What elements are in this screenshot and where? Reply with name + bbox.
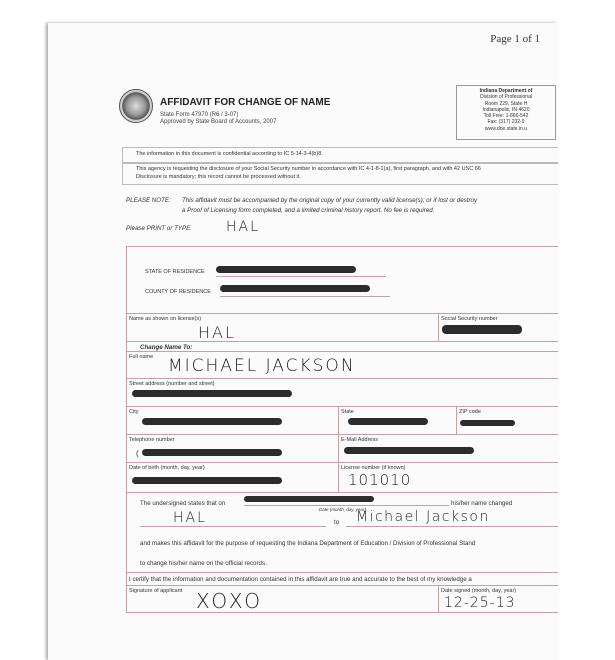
- zip-label: ZIP code: [459, 409, 481, 415]
- rule: [126, 246, 558, 247]
- rule: [438, 313, 439, 341]
- department-address-box: [456, 85, 556, 140]
- ssn-disclosure-line1: This agency is requesting the disclosure of your Social Security number in accordance with IC 4-1-8-1(a), first paragraph, and with 42 USC 66: [136, 166, 481, 172]
- handwritten-print-name: HAL: [226, 219, 260, 235]
- affidavit-purpose-text: and makes this affidavit for the purpose of requesting the Indiana Department of Education / Division of Professional Stand: [140, 540, 476, 547]
- dept-line: Indianapolis, IN 4620: [482, 106, 530, 113]
- rule: [126, 585, 558, 586]
- change-name-to-label: Change Name To:: [140, 344, 193, 351]
- date-hint: Date (month, day, year): [319, 507, 366, 512]
- official-records-text: to change his/her name on the official records.: [140, 560, 267, 567]
- print-instruction: Please PRINT or TYPE.: [126, 225, 193, 232]
- rule: [338, 462, 339, 492]
- handwritten-signature: XOXO: [196, 589, 264, 613]
- state-of-residence-label: STATE OF RESIDENCE: [145, 269, 205, 275]
- telephone-paren: (: [136, 449, 139, 458]
- affidavit-page: [48, 23, 558, 660]
- city-label: City: [129, 409, 139, 415]
- rule: [346, 526, 558, 527]
- please-note-label: PLEASE NOTE:: [126, 197, 171, 204]
- redaction: [220, 285, 370, 292]
- form-title: AFFIDAVIT FOR CHANGE OF NAME: [160, 97, 331, 108]
- to-text: to: [334, 519, 340, 526]
- rule: [126, 351, 558, 352]
- handwritten-license-number: 101010: [348, 471, 412, 489]
- dept-line: Indiana Department of: [479, 88, 533, 94]
- date-signed-label: Date signed (month, day, year): [441, 588, 517, 594]
- redaction: [244, 496, 374, 502]
- confidential-text: The information in this document is confidential according to IC 5-14-3-4(b)8.: [136, 151, 323, 157]
- rule: [126, 341, 558, 342]
- page-number: Page 1 of 1: [490, 33, 540, 45]
- handwritten-from-name: HAL: [173, 510, 207, 526]
- redaction: [132, 477, 282, 484]
- rule: [126, 462, 558, 463]
- name-on-license-label: Name as shown on license(s): [129, 316, 202, 322]
- redaction: [460, 420, 515, 426]
- handwritten-license-name: HAL: [198, 323, 236, 342]
- rule: [456, 406, 457, 434]
- full-name-label: Full name: [129, 354, 154, 360]
- name-changed-text: his/her name changed: [451, 500, 513, 507]
- redaction: [442, 325, 522, 334]
- rule: [438, 585, 439, 612]
- redaction: [344, 447, 474, 454]
- ssn-disclosure-line2: Disclosure is mandatory; this record cannot be processed without it.: [136, 174, 301, 180]
- street-address-label: Street address (number and street): [129, 381, 215, 387]
- ssn-label: Social Security number: [441, 316, 498, 322]
- state-form-number: State Form 47970 (R6 / 3-07): [160, 112, 239, 118]
- rule: [126, 612, 558, 613]
- rule: [126, 378, 558, 379]
- rule: [220, 296, 390, 297]
- rule: [338, 406, 339, 434]
- handwritten-date-signed: 12-25-13: [444, 595, 516, 611]
- rule: [126, 406, 558, 407]
- rule: [126, 313, 558, 314]
- state-label: State: [341, 409, 354, 415]
- please-note-line1: This affidavit must be accompanied by the original copy of your currently valid license(s); or if lost or destroy: [182, 197, 478, 204]
- rule: [126, 246, 127, 612]
- handwritten-full-name: MICHAEL JACKSON: [168, 356, 356, 376]
- rule: [140, 526, 326, 527]
- redaction: [216, 266, 356, 273]
- rule: [126, 572, 558, 573]
- handwritten-to-name: Michael Jackson: [356, 509, 490, 525]
- dept-line: Fax: (317) 232-9: [487, 119, 525, 126]
- license-number-label: License number (if known): [341, 465, 406, 471]
- telephone-label: Telephone number: [129, 437, 175, 443]
- county-of-residence-label: COUNTY OF RESIDENCE: [145, 289, 211, 295]
- redaction: [348, 418, 428, 425]
- rule: [126, 434, 558, 435]
- rule: [244, 505, 449, 506]
- state-seal-icon: [119, 89, 153, 123]
- dept-line: Room 229, State H: [484, 100, 528, 107]
- redaction: [142, 418, 282, 425]
- email-label: E-Mail Address: [341, 437, 378, 443]
- rule: [126, 492, 558, 493]
- dept-line: Toll Free: 1-866-542: [483, 113, 529, 120]
- undersigned-text: The undersigned states that on: [140, 500, 226, 507]
- rule: [338, 434, 339, 462]
- dob-label: Date of birth (month, day, year): [129, 465, 205, 471]
- please-note-line2: a Proof of Licensing form completed, and a limited criminal history report. No fee is required.: [182, 207, 435, 214]
- rule: [216, 276, 386, 277]
- signature-label: Signature of applicant: [129, 588, 183, 594]
- approval-note: Approved by State Board of Accounts, 2007: [160, 119, 277, 125]
- certify-text: I certify that the information and documentation contained in this affidavit are true and accurate to the best of my knowledge a: [129, 576, 472, 583]
- redaction: [132, 390, 292, 397]
- dept-line: Division of Professional: [480, 94, 532, 101]
- dept-line: www.doe.state.in.u: [485, 125, 527, 132]
- redaction: [142, 449, 282, 456]
